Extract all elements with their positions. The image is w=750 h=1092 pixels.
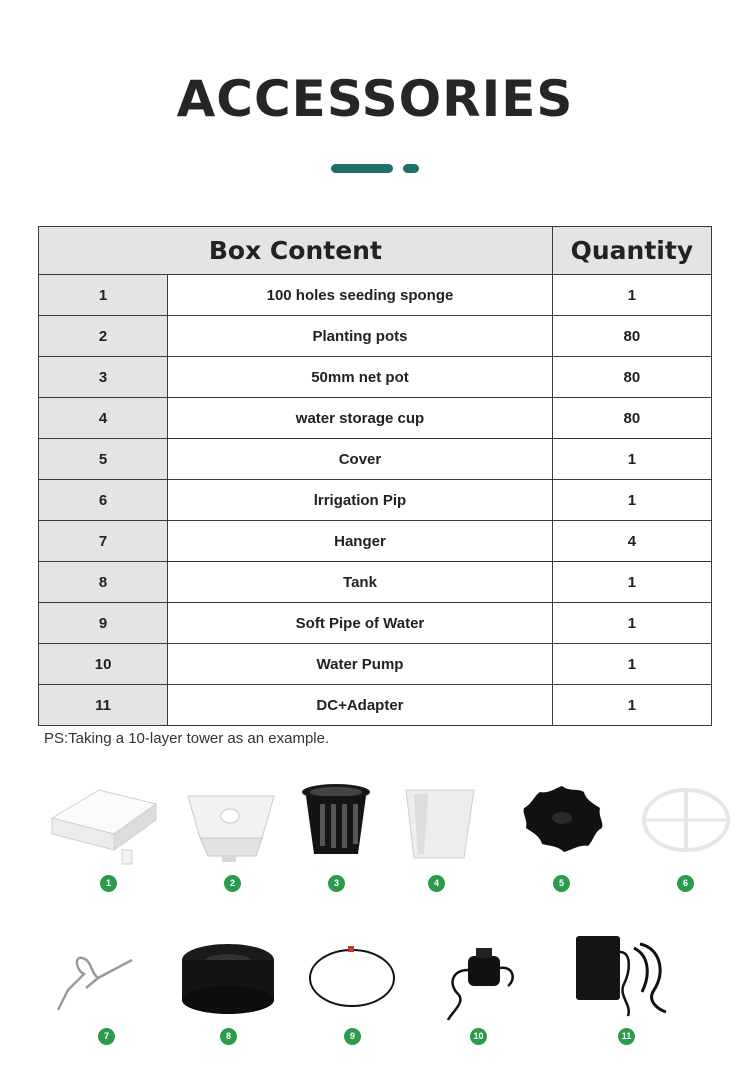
header-quantity: Quantity (552, 227, 711, 275)
row-quantity: 80 (552, 357, 711, 398)
cover-icon (514, 778, 634, 878)
table-row (39, 357, 712, 398)
footnote: PS:Taking a 10-layer tower as an example. (44, 730, 330, 747)
accessory-badge: 4 (428, 875, 445, 892)
table-row (39, 521, 712, 562)
row-number: 11 (39, 685, 168, 726)
row-number: 9 (39, 603, 168, 644)
row-number: 10 (39, 644, 168, 685)
hanger-icon (46, 940, 166, 1030)
row-quantity: 1 (552, 275, 711, 316)
row-quantity: 1 (552, 439, 711, 480)
accessory-badge: 1 (100, 875, 117, 892)
title-underline-short (403, 164, 419, 173)
accessory-item (570, 932, 690, 1062)
row-item: Soft Pipe of Water (168, 603, 553, 644)
accessory-badge: 8 (220, 1028, 237, 1045)
title-underline-long (331, 164, 393, 173)
row-quantity: 80 (552, 316, 711, 357)
row-item: Hanger (168, 521, 553, 562)
row-item: lrrigation Pip (168, 480, 553, 521)
accessory-item (46, 940, 166, 1070)
accessory-item (402, 778, 522, 908)
tank-icon (178, 940, 298, 1030)
accessory-item (636, 778, 750, 908)
table-row (39, 562, 712, 603)
row-number: 2 (39, 316, 168, 357)
water-cup-icon (402, 778, 522, 878)
row-item: Cover (168, 439, 553, 480)
accessory-badge: 6 (677, 875, 694, 892)
row-quantity: 1 (552, 562, 711, 603)
accessory-item (438, 940, 558, 1070)
row-number: 7 (39, 521, 168, 562)
irrigation-ring-icon (636, 778, 746, 878)
accessory-badge: 7 (98, 1028, 115, 1045)
soft-pipe-icon (306, 940, 426, 1030)
planting-pot-icon (178, 778, 298, 878)
table-row (39, 316, 712, 357)
table-row (39, 480, 712, 521)
row-item: Planting pots (168, 316, 553, 357)
accessory-badge: 9 (344, 1028, 361, 1045)
row-item: Water Pump (168, 644, 553, 685)
table-row (39, 644, 712, 685)
table-row (39, 603, 712, 644)
water-pump-icon (438, 940, 558, 1030)
row-quantity: 1 (552, 644, 711, 685)
box-content-table (38, 226, 712, 726)
row-quantity: 1 (552, 603, 711, 644)
accessory-badge: 5 (553, 875, 570, 892)
row-item: 100 holes seeding sponge (168, 275, 553, 316)
accessory-item (514, 778, 634, 908)
row-number: 8 (39, 562, 168, 603)
row-item: 50mm net pot (168, 357, 553, 398)
table-row (39, 685, 712, 726)
accessory-badge: 2 (224, 875, 241, 892)
accessory-badge: 10 (470, 1028, 487, 1045)
row-item: Tank (168, 562, 553, 603)
header-box-content: Box Content (39, 227, 553, 275)
table-row (39, 439, 712, 480)
row-number: 1 (39, 275, 168, 316)
table-header-row (39, 227, 712, 275)
row-quantity: 4 (552, 521, 711, 562)
row-quantity: 1 (552, 480, 711, 521)
row-number: 6 (39, 480, 168, 521)
accessory-badge: 11 (618, 1028, 635, 1045)
row-item: DC+Adapter (168, 685, 553, 726)
accessory-item (178, 940, 298, 1070)
accessory-badge: 3 (328, 875, 345, 892)
accessory-item (306, 940, 426, 1070)
row-number: 4 (39, 398, 168, 439)
table-row (39, 275, 712, 316)
row-number: 3 (39, 357, 168, 398)
row-quantity: 80 (552, 398, 711, 439)
accessory-item (178, 778, 298, 908)
seeding-sponge-icon (44, 778, 164, 878)
accessory-item (44, 778, 164, 908)
page-title: ACCESSORIES (176, 70, 574, 128)
table-row (39, 398, 712, 439)
row-item: water storage cup (168, 398, 553, 439)
row-quantity: 1 (552, 685, 711, 726)
row-number: 5 (39, 439, 168, 480)
power-adapter-icon (570, 932, 680, 1032)
